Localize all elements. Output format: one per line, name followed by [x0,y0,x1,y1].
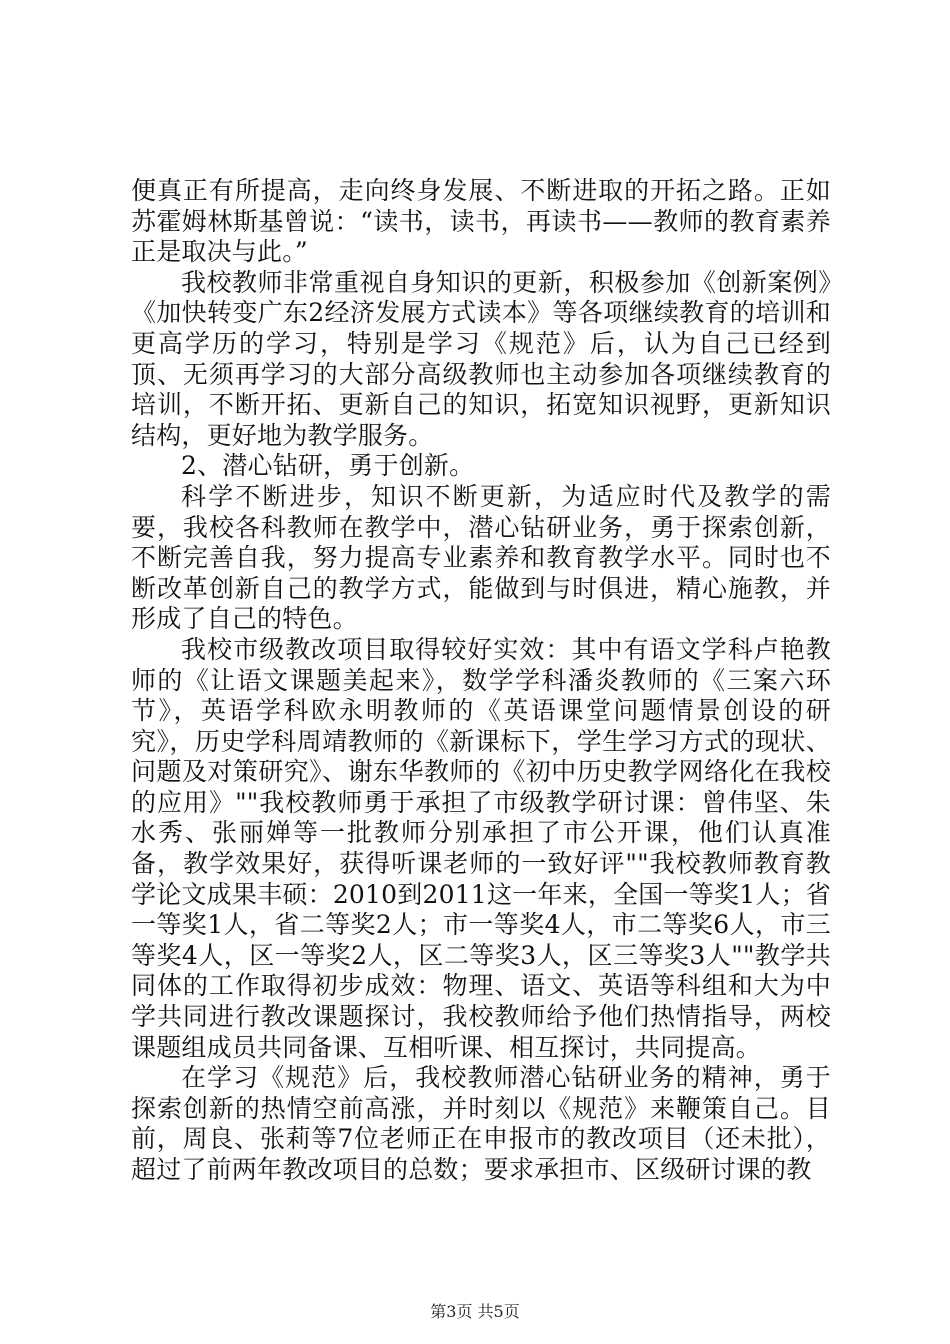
page-footer: 第3页 共5页 [430,1302,520,1321]
paragraph-3: 科学不断进步，知识不断更新，为适应时代及教学的需要，我校各科教师在教学中，潜心钻研业务，勇于探索创新，不断完善自我，努力提高专业素养和教育教学水平。同时也不断改革创新自己的教学方式，能做到与时俱进，精心施教，并形成了自己的特色。 [131,481,831,634]
section-heading: 2、潜心钻研，勇于创新。 [181,451,475,481]
paragraph-5: 在学习《规范》后，我校教师潜心钻研业务的精神，勇于探索创新的热情空前高涨，并时刻以《规范》来鞭策自己。目前，周良、张莉等7位老师正在申报市的教改项目（还未批），超过了前两年教改项目的总数；要求承担市、区级研讨课的教 [131,1063,831,1184]
document-body [131,176,831,1186]
paragraph-2: 我校教师非常重视自身知识的更新，积极参加《创新案例》《加快转变广东2经济发展方式读本》等各项继续教育的培训和更高学历的学习，特别是学习《规范》后，认为自己已经到顶、无须再学习的大部分高级教师也主动参加各项继续教育的培训，不断开拓、更新自己的知识，拓宽知识视野，更新知识结构，更好地为教学服务。 [131,267,831,450]
paragraph-1: 便真正有所提高，走向终身发展、不断进取的开拓之路。正如苏霍姆林斯基曾说：“读书，读书，再读书——教师的教育素养正是取决与此。” [131,176,831,267]
paragraph-4: 我校市级教改项目取得较好实效：其中有语文学科卢艳教师的《让语文课题美起来》，数学学科潘炎教师的《三案六环节》，英语学科欧永明教师的《英语课堂问题情景创设的研究》，历史学科周靖教师的《新课标下，学生学习方式的现状、问题及对策研究》、谢东华教师的《初中历史教学网络化在我校的应用》""我校教师勇于承担了市级教学研讨课：曾伟坚、朱水秀、张丽婵等一批教师分别承担了市公开课，他们认真准备，教学效果好，获得听课老师的一致好评""我校教师教育教学论文成果丰硕：2010到2011这一年来，全国一等奖1人；省一等奖1人，省二等奖2人；市一等奖4人，市二等奖6人，市三等奖4人，区一等奖2人，区二等奖3人，区三等奖3人""教学共同体的工作取得初步成效：物理、语文、英语等科组和大为中学共同进行教改课题探讨，我校教师给予他们热情指导，两校课题组成员共同备课、互相听课、相互探讨，共同提高。 [131,634,831,1062]
